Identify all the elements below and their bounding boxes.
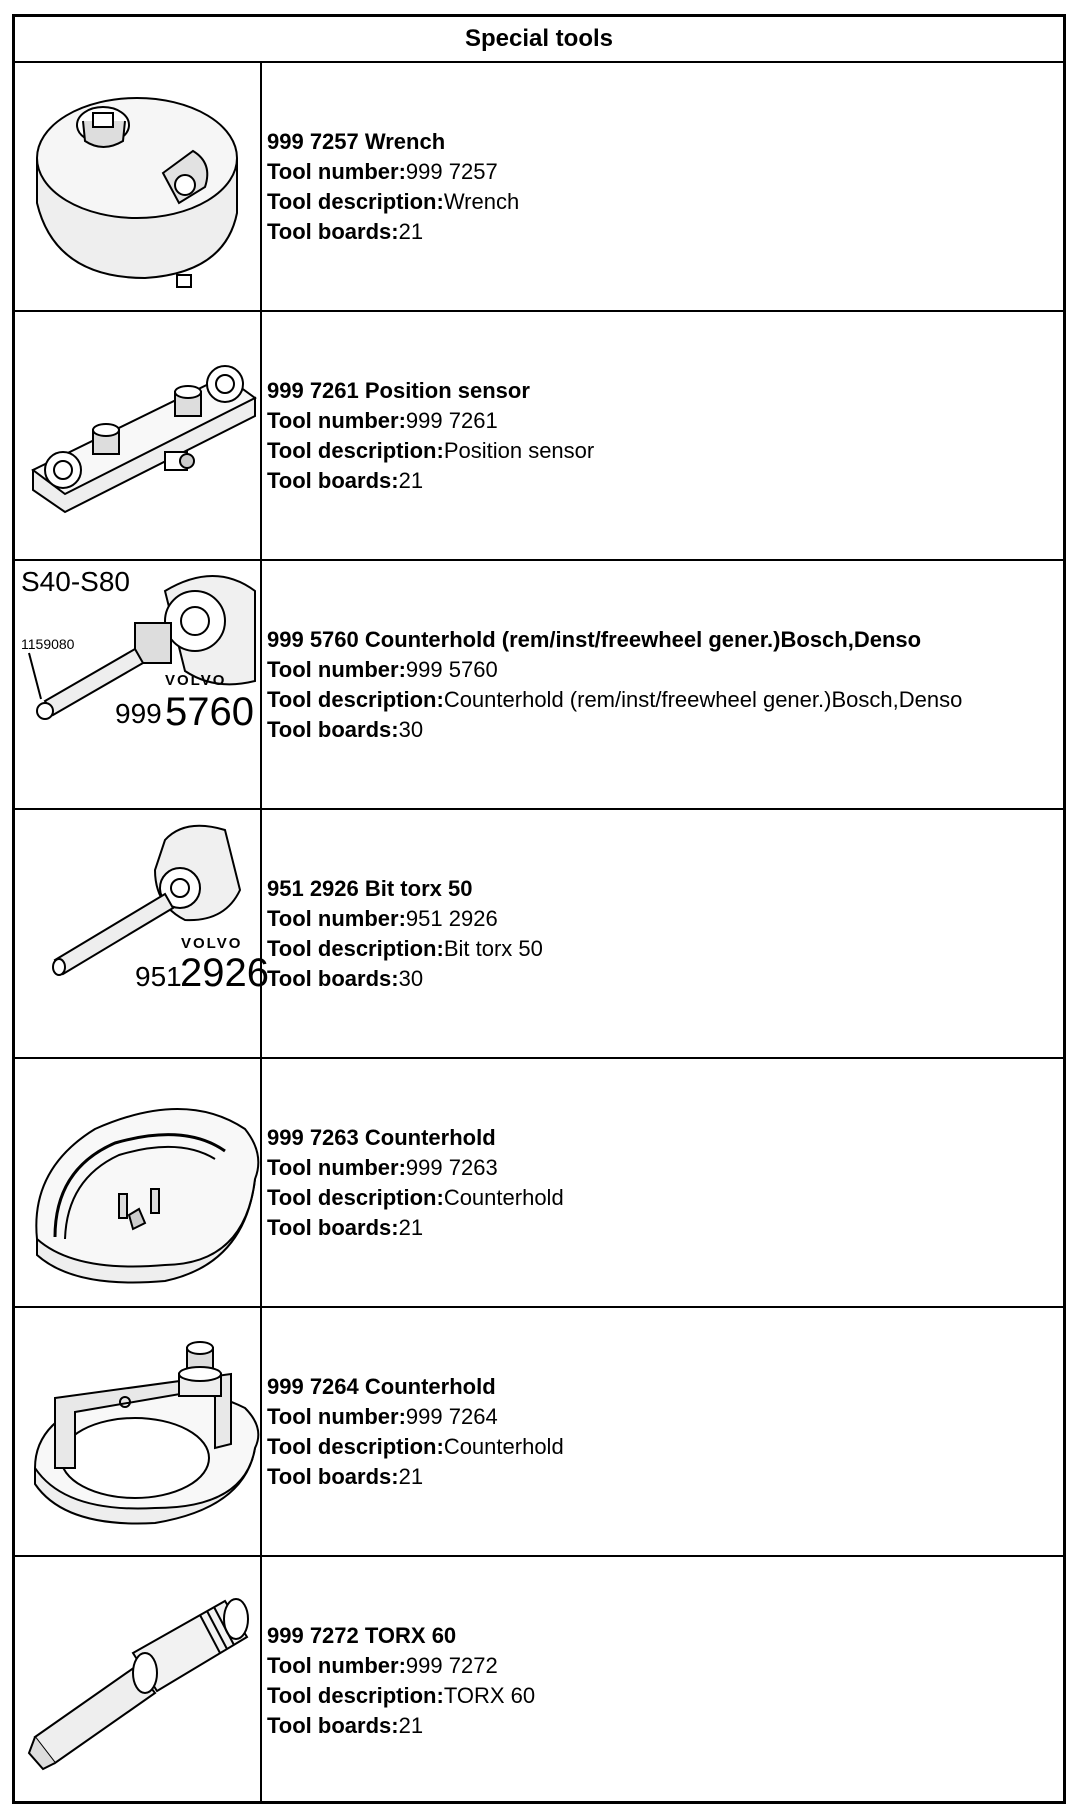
table-row (15, 561, 1063, 810)
tool-number-label: Tool number: (267, 656, 406, 682)
table-row (15, 1557, 1063, 1804)
special-tools-table (12, 14, 1066, 1804)
tool-number-value: 999 5760 (405, 656, 498, 682)
tool-number-value: 999 7261 (405, 407, 498, 433)
tool-boards-value: 30 (398, 716, 424, 742)
tool-description-label: Tool description: (267, 1433, 444, 1459)
wrench-icon (15, 63, 260, 310)
tool-boards-label: Tool boards: (267, 1712, 399, 1738)
part-number-label: 1159080 (21, 636, 75, 652)
table-title: Special tools (15, 17, 1063, 63)
tool-description-label: Tool description: (267, 935, 444, 961)
tool-boards-value: 21 (398, 1214, 424, 1240)
tool-boards-label: Tool boards: (267, 1463, 399, 1489)
tool-heading: 999 7264 Counterhold (267, 1373, 496, 1399)
tool-boards-value: 21 (398, 467, 424, 493)
code-small-label: 951 (135, 961, 182, 992)
tool-description-value: Counterhold (443, 1433, 564, 1459)
code-large-label: 2926 (180, 951, 269, 995)
tool-boards-label: Tool boards: (267, 218, 399, 244)
tool-boards-value: 21 (398, 218, 424, 244)
tool-boards-label: Tool boards: (267, 716, 399, 742)
brand-label: VOLVO (181, 935, 243, 952)
counterhold-plate-icon (15, 1059, 260, 1306)
tool-boards-label: Tool boards: (267, 965, 399, 991)
table-row (15, 1059, 1063, 1308)
tool-description-value: Counterhold (rem/inst/freewheel gener.)Bosch,Denso (443, 686, 963, 712)
tool-description-value: Bit torx 50 (443, 935, 543, 961)
position-sensor-icon (15, 312, 260, 559)
tool-heading: 999 7261 Position sensor (267, 377, 530, 403)
tool-number-label: Tool number: (267, 407, 406, 433)
tool-number-label: Tool number: (267, 1154, 406, 1180)
tool-boards-value: 21 (398, 1712, 424, 1738)
tool-boards-value: 30 (398, 965, 424, 991)
code-small-label: 999 (115, 698, 162, 729)
tool-heading: 951 2926 Bit torx 50 (267, 875, 473, 901)
table-row (15, 1308, 1063, 1557)
tool-number-value: 999 7264 (405, 1403, 498, 1429)
table-row (15, 63, 1063, 312)
tool-heading: 999 5760 Counterhold (rem/inst/freewheel gener.)Bosch,Denso (267, 626, 922, 652)
tool-boards-label: Tool boards: (267, 467, 399, 493)
tool-heading: 999 7257 Wrench (267, 128, 446, 154)
tool-description-value: TORX 60 (443, 1682, 536, 1708)
tool-heading: 999 7263 Counterhold (267, 1124, 496, 1150)
tool-description-label: Tool description: (267, 1184, 444, 1210)
tool-description-label: Tool description: (267, 1682, 444, 1708)
tool-description-label: Tool description: (267, 188, 444, 214)
tool-description-label: Tool description: (267, 686, 444, 712)
tool-heading: 999 7272 TORX 60 (267, 1622, 457, 1648)
counterhold-generator-icon (15, 561, 260, 808)
tool-number-label: Tool number: (267, 158, 406, 184)
table-row (15, 312, 1063, 561)
tool-description-value: Position sensor (443, 437, 595, 463)
tool-boards-label: Tool boards: (267, 1214, 399, 1240)
tool-description-value: Wrench (443, 188, 520, 214)
tool-number-value: 999 7272 (405, 1652, 498, 1678)
tool-number-value: 951 2926 (405, 905, 498, 931)
brand-label: VOLVO (165, 672, 227, 689)
tool-number-label: Tool number: (267, 1403, 406, 1429)
tool-description-value: Counterhold (443, 1184, 564, 1210)
tool-number-label: Tool number: (267, 1652, 406, 1678)
tool-number-label: Tool number: (267, 905, 406, 931)
model-label: S40-S80 (21, 566, 130, 597)
code-large-label: 5760 (165, 690, 254, 734)
torx-socket-icon (15, 1557, 260, 1804)
table-row (15, 810, 1063, 1059)
torx-bit-icon (15, 810, 269, 1057)
tool-number-value: 999 7257 (405, 158, 498, 184)
counterhold-bracket-icon (15, 1308, 260, 1555)
tool-description-label: Tool description: (267, 437, 444, 463)
tool-boards-value: 21 (398, 1463, 424, 1489)
tool-number-value: 999 7263 (405, 1154, 498, 1180)
